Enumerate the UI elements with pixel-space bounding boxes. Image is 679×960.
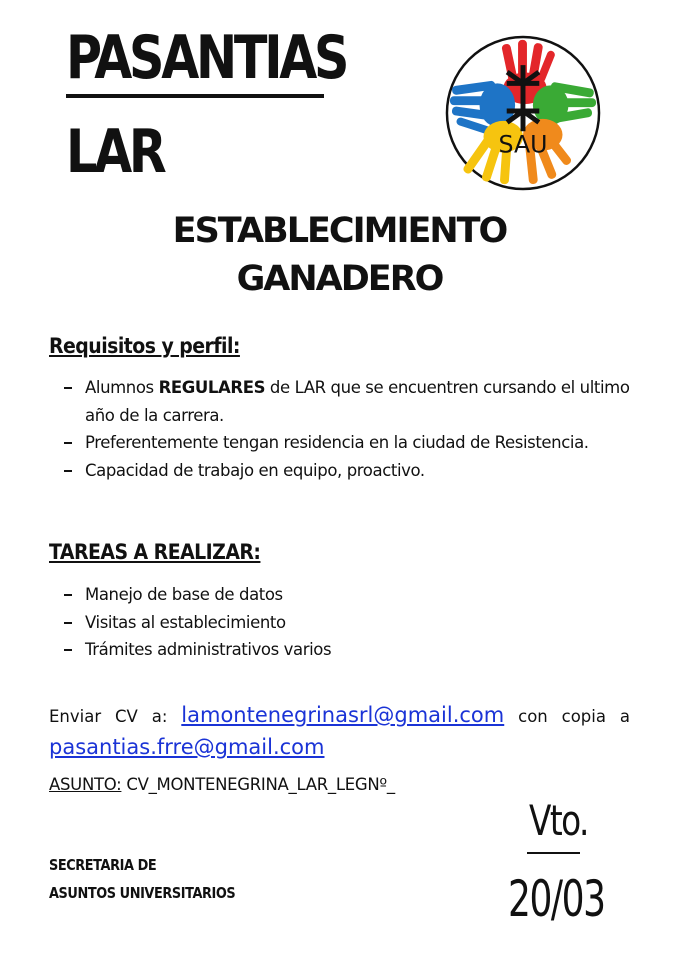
send-word: copia <box>561 707 606 726</box>
send-word: CV <box>115 707 138 726</box>
deadline-date: 20/03 <box>508 870 605 928</box>
list-item: Capacidad de trabajo en equipo, proactivo. <box>64 457 644 485</box>
list-item <box>64 374 644 429</box>
page-title: PASANTIAS <box>66 23 347 93</box>
asunto-label: ASUNTO: <box>49 775 122 794</box>
item-text: Alumnos <box>85 378 159 397</box>
email-link-copy[interactable]: pasantias.frre@gmail.com <box>49 735 325 759</box>
page-subtitle: LAR <box>66 117 164 187</box>
sau-hands-logo <box>444 34 602 192</box>
title-underline <box>66 94 324 98</box>
item-text: de LAR que se encuentren cursando el ultimo año de la carrera. <box>85 378 630 425</box>
send-cv-line <box>49 703 630 727</box>
vto-label: Vto. <box>529 796 588 845</box>
email-link-primary[interactable]: lamontenegrinasrl@gmail.com <box>181 703 505 727</box>
headline-line2: GANADERO <box>236 259 443 299</box>
asunto-value: CV_MONTENEGRINA_LAR_LEGNº_ <box>121 775 395 794</box>
list-item: Manejo de base de datos <box>64 581 644 609</box>
logo-text: SAU <box>498 130 548 159</box>
send-word: Enviar <box>49 707 102 726</box>
requisitos-list <box>64 374 644 484</box>
tareas-list <box>64 581 644 664</box>
requisitos-heading: Requisitos y perfil: <box>49 334 240 358</box>
list-item: Trámites administrativos varios <box>64 636 644 664</box>
send-word: a: <box>151 707 168 726</box>
send-word: a <box>619 707 630 726</box>
list-item: Visitas al establecimiento <box>64 609 644 637</box>
send-word: con <box>518 707 548 726</box>
footer-line1: SECRETARIA DE <box>49 856 157 874</box>
item-bold-text: REGULARES <box>158 378 266 397</box>
footer-line2: ASUNTOS UNIVERSITARIOS <box>49 884 236 902</box>
tareas-heading: TAREAS A REALIZAR: <box>49 540 261 564</box>
asunto-line <box>49 775 395 794</box>
headline-line1: ESTABLECIMIENTO <box>172 211 507 251</box>
list-item: Preferentemente tengan residencia en la ciudad de Resistencia. <box>64 429 644 457</box>
vto-underline <box>527 852 580 854</box>
